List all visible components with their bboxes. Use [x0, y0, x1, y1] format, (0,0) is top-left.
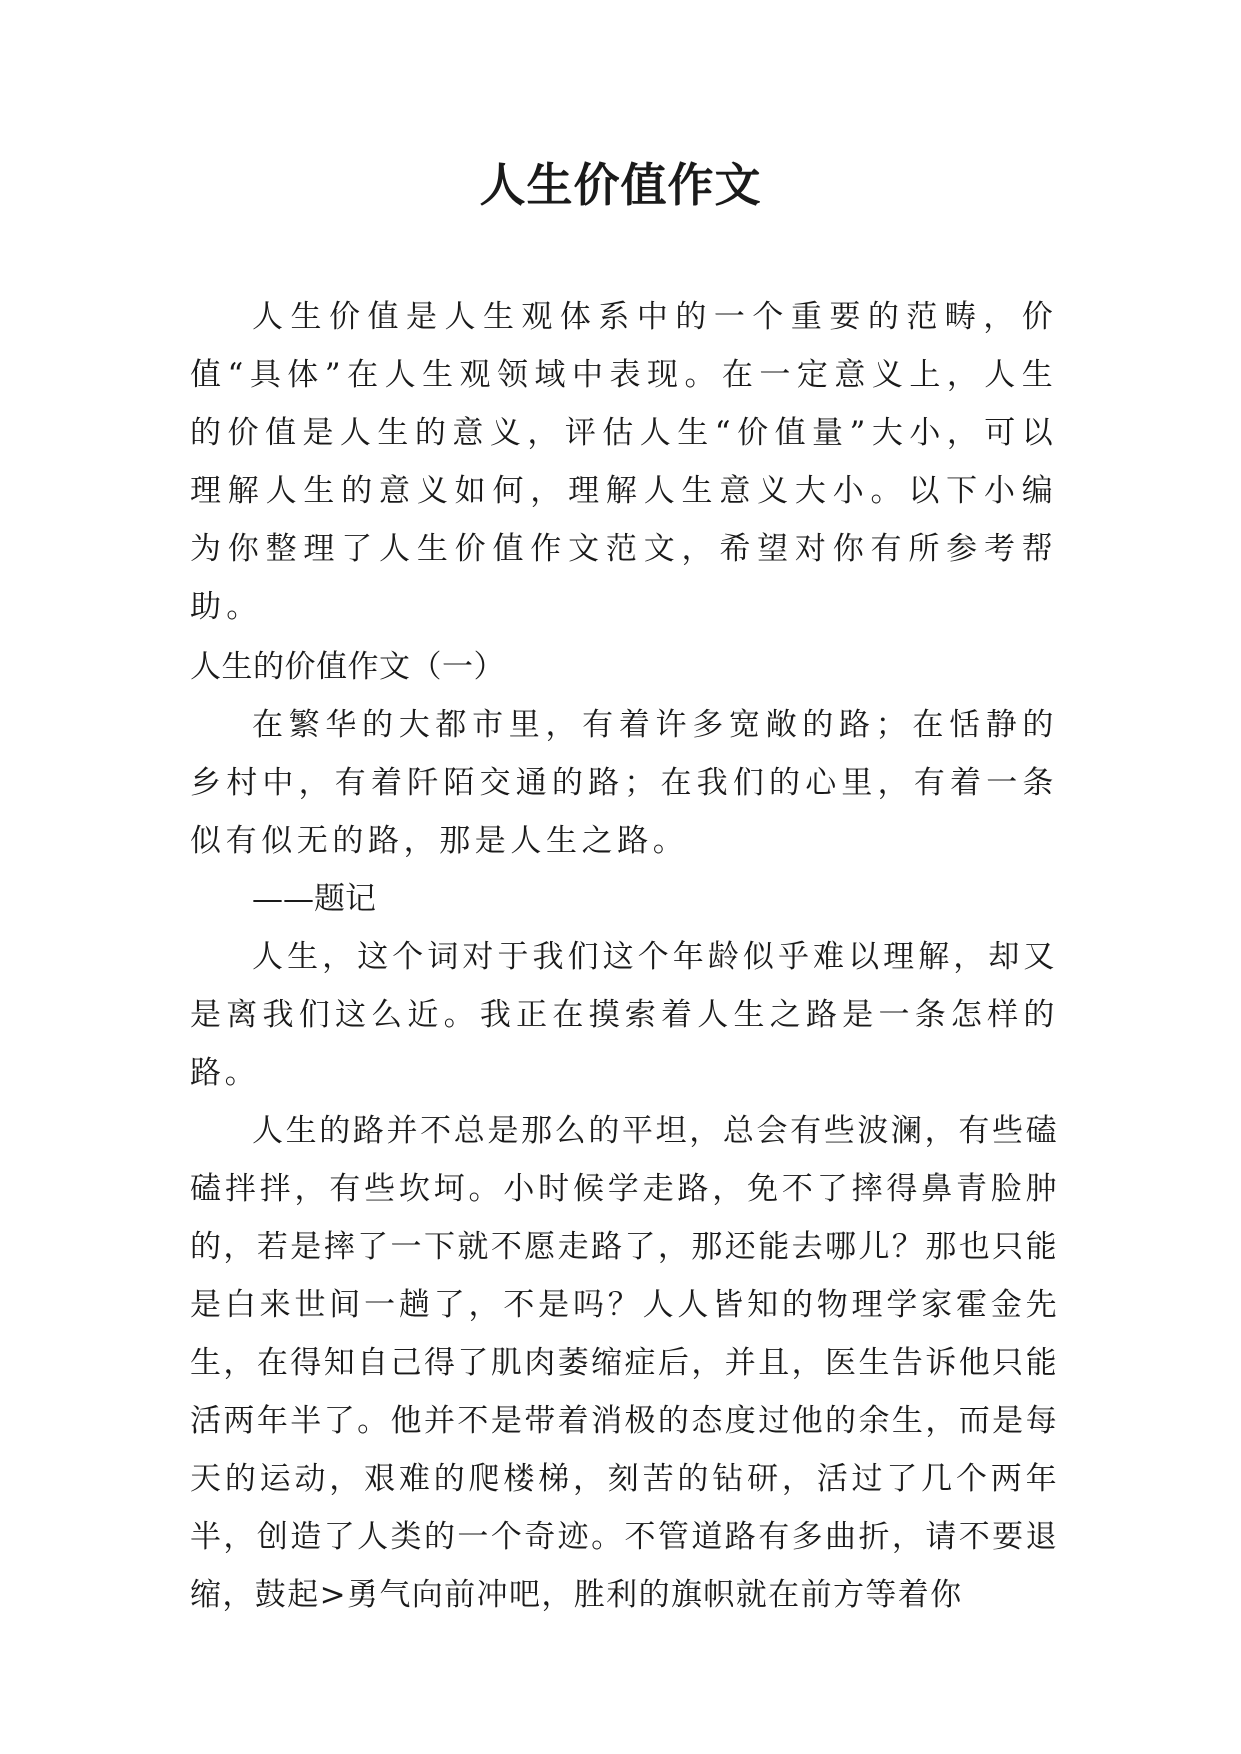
body-paragraph: 人生的路并不总是那么的平坦，总会有些波澜，有些磕磕拌拌，有些坎坷。小时候学走路，免不了摔得鼻青脸肿的，若是摔了一下就不愿走路了，那还能去哪儿？那也只能是白来世间一趟了，不是吗？人人皆知的物理学家霍金先生，在得知自己得了肌肉萎缩症后，并且，医生告诉他只能活两年半了。他并不是带着消极的态度过他的余生，而是每天的运动，艰难的爬楼梯，刻苦的钻研，活过了几个两年半，创造了人类的一个奇迹。不管道路有多曲折，请不要退缩，鼓起>勇气向前冲吧，胜利的旗帜就在前方等着你 [190, 1113, 1058, 1613]
section-heading: 人生的价值作文（一） [190, 649, 505, 685]
intro-paragraph: 人生价值是人生观体系中的一个重要的范畴，价值“具体”在人生观领域中表现。在一定意义上，人生的价值是人生的意义，评估人生“价值量”大小，可以理解人生的意义如何，理解人生意义大小。以下小编为你整理了人生价值作文范文，希望对你有所参考帮助。 [190, 299, 1058, 625]
document-title: 人生价值作文 [479, 158, 762, 212]
epigraph-paragraph: 在繁华的大都市里，有着许多宽敞的路；在恬静的乡村中，有着阡陌交通的路；在我们的心里，有着一条似有似无的路，那是人生之路。 [190, 707, 1058, 859]
essay-section [190, 638, 1058, 1624]
body-paragraph: 人生，这个词对于我们这个年龄似乎难以理解，却又是离我们这么近。我正在摸索着人生之路是一条怎样的路。 [190, 939, 1058, 1091]
epigraph-signature: ——题记 [252, 881, 376, 917]
